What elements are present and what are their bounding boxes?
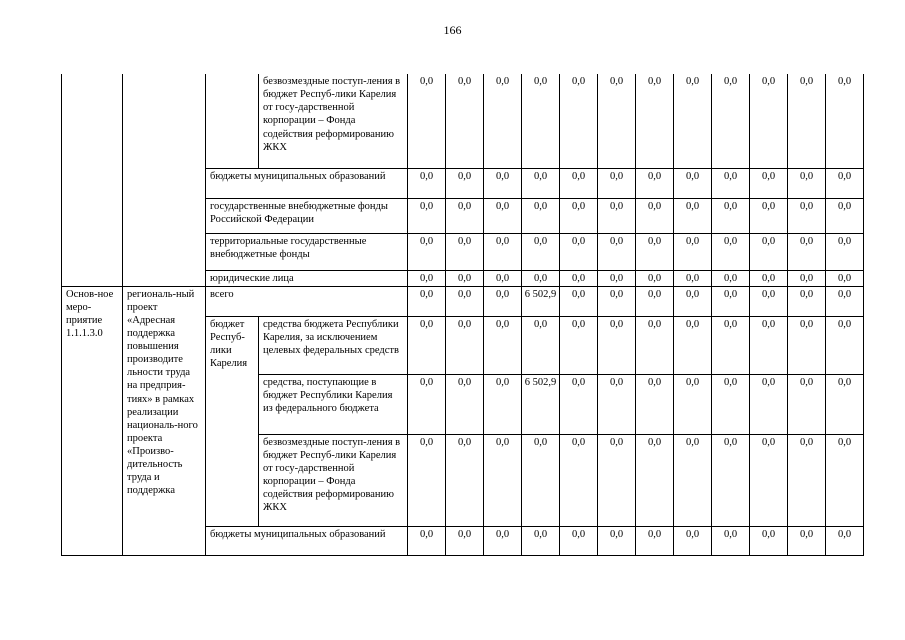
value-cell: 0,0	[522, 316, 560, 374]
value-cell: 0,0	[636, 168, 674, 198]
value-cell: 0,0	[788, 434, 826, 526]
value-cell: 0,0	[636, 270, 674, 286]
value-cell: 0,0	[446, 270, 484, 286]
value-cell: 0,0	[712, 526, 750, 555]
value-cell: 0,0	[446, 526, 484, 555]
value-cell: 0,0	[636, 374, 674, 434]
value-cell: 0,0	[484, 434, 522, 526]
value-cell: 0,0	[522, 270, 560, 286]
row-label: юридические лица	[206, 270, 408, 286]
value-cell: 0,0	[712, 316, 750, 374]
row-label: территориальные государственные внебюджетные фонды	[206, 233, 408, 270]
value-cell: 0,0	[522, 168, 560, 198]
value-cell: 0,0	[560, 316, 598, 374]
value-cell: 0,0	[674, 526, 712, 555]
value-cell: 0,0	[712, 198, 750, 233]
value-cell: 0,0	[446, 286, 484, 316]
value-cell: 0,0	[826, 233, 864, 270]
value-cell: 0,0	[750, 233, 788, 270]
row-label: бюджеты муниципальных образований	[206, 168, 408, 198]
value-cell: 0,0	[788, 526, 826, 555]
row-label: средства бюджета Республики Карелия, за исключением целевых федеральных средств	[259, 316, 408, 374]
value-cell: 0,0	[636, 526, 674, 555]
value-cell: 0,0	[750, 286, 788, 316]
value-cell: 0,0	[560, 198, 598, 233]
value-cell: 0,0	[522, 233, 560, 270]
value-cell: 0,0	[788, 270, 826, 286]
value-cell: 0,0	[750, 74, 788, 168]
funding-table	[61, 74, 864, 556]
value-cell: 0,0	[522, 526, 560, 555]
value-cell: 0,0	[674, 374, 712, 434]
value-cell: 0,0	[598, 198, 636, 233]
value-cell: 0,0	[712, 168, 750, 198]
value-cell: 0,0	[788, 286, 826, 316]
value-cell: 0,0	[560, 74, 598, 168]
value-cell: 0,0	[408, 233, 446, 270]
page-number: 166	[443, 23, 462, 37]
value-cell: 0,0	[598, 168, 636, 198]
event-status-cell: Основ-ное меро-приятие 1.1.1.3.0	[62, 286, 123, 555]
row-label: безвозмездные поступ-ления в бюджет Респуб-лики Карелия от госу-дарственной корпорации – Фонда содействия реформированию ЖКХ	[259, 434, 408, 526]
value-cell: 0,0	[484, 270, 522, 286]
value-cell: 0,0	[826, 526, 864, 555]
value-cell: 0,0	[446, 168, 484, 198]
value-cell: 0,0	[598, 270, 636, 286]
value-cell: 0,0	[750, 270, 788, 286]
row-label: бюджеты муниципальных образований	[206, 526, 408, 555]
value-cell: 0,0	[408, 168, 446, 198]
value-cell: 0,0	[484, 198, 522, 233]
value-cell: 0,0	[484, 374, 522, 434]
value-cell: 0,0	[598, 316, 636, 374]
value-cell: 0,0	[484, 316, 522, 374]
value-cell: 0,0	[712, 233, 750, 270]
value-cell: 0,0	[560, 526, 598, 555]
value-cell: 0,0	[484, 233, 522, 270]
value-cell: 0,0	[408, 270, 446, 286]
value-cell: 0,0	[598, 526, 636, 555]
value-cell: 0,0	[788, 198, 826, 233]
value-cell: 0,0	[826, 270, 864, 286]
row-label: безвозмездные поступ-ления в бюджет Респуб-лики Карелия от госу-дарственной корпорации – Фонда содействия реформированию ЖКХ	[259, 74, 408, 168]
value-cell: 0,0	[560, 374, 598, 434]
value-cell: 0,0	[636, 286, 674, 316]
value-cell: 0,0	[560, 286, 598, 316]
value-cell: 0,0	[826, 74, 864, 168]
value-cell: 0,0	[560, 270, 598, 286]
value-cell: 0,0	[712, 270, 750, 286]
value-cell: 0,0	[636, 233, 674, 270]
value-cell: 0,0	[598, 434, 636, 526]
value-cell: 0,0	[598, 374, 636, 434]
value-cell: 0,0	[788, 374, 826, 434]
value-cell: 0,0	[408, 434, 446, 526]
row-label: государственные внебюджетные фонды Российской Федерации	[206, 198, 408, 233]
value-cell: 0,0	[636, 74, 674, 168]
row-label: средства, поступающие в бюджет Республики Карелия из федерального бюджета	[259, 374, 408, 434]
value-cell: 0,0	[446, 233, 484, 270]
value-cell: 0,0	[446, 198, 484, 233]
empty-status-cell	[62, 74, 123, 286]
value-cell: 0,0	[750, 374, 788, 434]
table-row	[62, 286, 864, 316]
value-cell: 0,0	[522, 434, 560, 526]
value-cell: 0,0	[408, 526, 446, 555]
value-cell: 6 502,9	[522, 374, 560, 434]
value-cell: 0,0	[446, 374, 484, 434]
value-cell: 0,0	[674, 316, 712, 374]
value-cell: 0,0	[712, 434, 750, 526]
value-cell: 0,0	[750, 526, 788, 555]
value-cell: 0,0	[826, 286, 864, 316]
value-cell: 0,0	[560, 434, 598, 526]
value-cell: 0,0	[598, 74, 636, 168]
value-cell: 0,0	[636, 434, 674, 526]
value-cell: 0,0	[788, 74, 826, 168]
value-cell: 0,0	[674, 270, 712, 286]
value-cell: 0,0	[408, 198, 446, 233]
value-cell: 0,0	[788, 168, 826, 198]
value-cell: 0,0	[484, 168, 522, 198]
value-cell: 0,0	[636, 316, 674, 374]
value-cell: 0,0	[408, 74, 446, 168]
value-cell: 0,0	[750, 168, 788, 198]
value-cell: 0,0	[560, 168, 598, 198]
empty-group-cell	[206, 74, 259, 168]
value-cell: 0,0	[636, 198, 674, 233]
value-cell: 0,0	[826, 198, 864, 233]
budget-group-label: бюджет Респуб-лики Карелия	[206, 316, 259, 526]
value-cell: 0,0	[446, 316, 484, 374]
value-cell: 0,0	[826, 168, 864, 198]
value-cell: 0,0	[674, 434, 712, 526]
value-cell: 0,0	[674, 168, 712, 198]
row-label: всего	[206, 286, 408, 316]
value-cell: 0,0	[750, 198, 788, 233]
value-cell: 0,0	[598, 233, 636, 270]
value-cell: 0,0	[484, 286, 522, 316]
value-cell: 0,0	[674, 198, 712, 233]
value-cell: 0,0	[712, 74, 750, 168]
value-cell: 0,0	[408, 374, 446, 434]
value-cell: 0,0	[788, 233, 826, 270]
table-row	[62, 74, 864, 168]
value-cell: 0,0	[826, 434, 864, 526]
value-cell: 0,0	[408, 286, 446, 316]
event-name-cell: региональ-ный проект «Адресная поддержка повышения производите льности труда на предприя-тиях» в рамках реализации националь-ного проекта «Произво-дительность труда и поддержка	[123, 286, 206, 555]
value-cell: 0,0	[484, 526, 522, 555]
value-cell: 0,0	[408, 316, 446, 374]
value-cell: 0,0	[484, 74, 522, 168]
value-cell: 0,0	[712, 286, 750, 316]
value-cell: 6 502,9	[522, 286, 560, 316]
value-cell: 0,0	[674, 286, 712, 316]
value-cell: 0,0	[446, 434, 484, 526]
value-cell: 0,0	[750, 316, 788, 374]
value-cell: 0,0	[674, 74, 712, 168]
value-cell: 0,0	[446, 74, 484, 168]
value-cell: 0,0	[826, 316, 864, 374]
value-cell: 0,0	[560, 233, 598, 270]
value-cell: 0,0	[522, 198, 560, 233]
value-cell: 0,0	[598, 286, 636, 316]
value-cell: 0,0	[788, 316, 826, 374]
value-cell: 0,0	[750, 434, 788, 526]
empty-name-cell	[123, 74, 206, 286]
value-cell: 0,0	[522, 74, 560, 168]
value-cell: 0,0	[674, 233, 712, 270]
value-cell: 0,0	[712, 374, 750, 434]
value-cell: 0,0	[826, 374, 864, 434]
